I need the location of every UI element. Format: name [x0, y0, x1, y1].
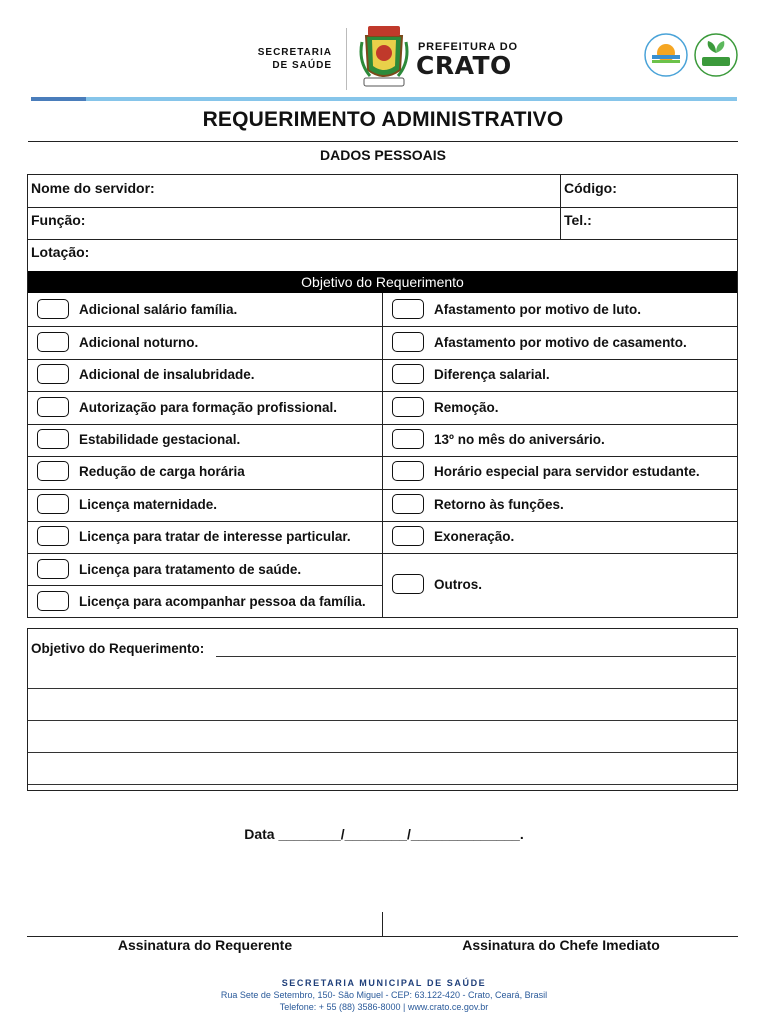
objective-field-label: Objetivo do Requerimento:	[31, 641, 205, 656]
option-licenca-maternidade[interactable]	[37, 494, 217, 514]
signature-divider	[382, 912, 383, 937]
checkbox[interactable]	[37, 559, 69, 579]
checkbox[interactable]	[37, 591, 69, 611]
option-label: Adicional salário família.	[79, 301, 238, 317]
option-outros[interactable]	[392, 574, 482, 594]
option-diferenca-salarial[interactable]	[392, 364, 550, 384]
option-label: Retorno às funções.	[434, 496, 564, 512]
writing-line	[216, 656, 736, 657]
checkbox[interactable]	[392, 332, 424, 352]
writing-line	[28, 784, 737, 785]
crato-crest-logo	[358, 22, 410, 90]
checkbox[interactable]	[392, 461, 424, 481]
checkbox[interactable]	[392, 526, 424, 546]
checkbox[interactable]	[392, 494, 424, 514]
option-label: Autorização para formação profissional.	[79, 399, 338, 415]
options-row-divider	[28, 359, 737, 360]
option-label: Adicional de insalubridade.	[79, 366, 255, 382]
option-label: 13º no mês do aniversário.	[434, 431, 605, 447]
option-label: Estabilidade gestacional.	[79, 431, 241, 447]
header-accent-bar-light	[86, 97, 737, 101]
option-13-aniversario[interactable]	[392, 429, 605, 449]
option-estabilidade-gestacional[interactable]	[37, 429, 240, 449]
field-funcao[interactable]: Função:	[31, 212, 86, 228]
personal-data-box	[27, 174, 738, 618]
writing-line	[28, 688, 737, 689]
option-label: Afastamento por motivo de luto.	[434, 301, 642, 317]
options-row-divider	[28, 424, 737, 425]
option-horario-especial-estudante[interactable]	[392, 461, 700, 481]
field-nome-servidor[interactable]: Nome do servidor:	[31, 180, 155, 196]
checkbox[interactable]	[392, 299, 424, 319]
option-afastamento-casamento[interactable]	[392, 332, 687, 352]
option-label: Exoneração.	[434, 528, 515, 544]
writing-line	[28, 720, 737, 721]
checkbox[interactable]	[37, 494, 69, 514]
option-adicional-noturno[interactable]	[37, 332, 198, 352]
checkbox[interactable]	[37, 299, 69, 319]
options-row-divider	[28, 553, 737, 554]
option-retorno-funcoes[interactable]	[392, 494, 564, 514]
options-row-divider	[28, 585, 382, 586]
footer-address: Rua Sete de Setembro, 150- São Miguel - CEP: 63.122-420 - Crato, Ceará, Brasil	[220, 990, 548, 1000]
signature-supervisor-label: Assinatura do Chefe Imediato	[462, 937, 660, 953]
option-label: Diferença salarial.	[434, 366, 550, 382]
checkbox[interactable]	[392, 397, 424, 417]
option-label: Horário especial para servidor estudante.	[434, 463, 700, 479]
option-remocao[interactable]	[392, 397, 499, 417]
header-accent-bar-dark	[31, 97, 86, 101]
option-label: Afastamento por motivo de casamento.	[434, 334, 687, 350]
checkbox[interactable]	[37, 364, 69, 384]
option-adicional-insalubridade[interactable]	[37, 364, 255, 384]
checkbox[interactable]	[37, 332, 69, 352]
checkbox[interactable]	[392, 574, 424, 594]
title-underline	[28, 141, 738, 142]
option-label: Remoção.	[434, 399, 499, 415]
date-line[interactable]: Data ________/________/______________.	[244, 826, 524, 842]
header-divider	[346, 28, 347, 90]
checkbox[interactable]	[37, 461, 69, 481]
checkbox[interactable]	[392, 429, 424, 449]
options-row-divider	[28, 326, 737, 327]
options-row-divider	[28, 456, 737, 457]
option-label: Redução de carga horária	[79, 463, 245, 479]
writing-line	[28, 752, 737, 753]
signature-requester-label: Assinatura do Requerente	[117, 937, 293, 953]
secretaria-line-1: SECRETARIA	[257, 47, 332, 58]
option-label: Adicional noturno.	[79, 334, 199, 350]
field-codigo[interactable]: Código:	[564, 180, 617, 196]
document-title: REQUERIMENTO ADMINISTRATIVO	[202, 108, 564, 131]
prefeitura-small-text: PREFEITURA DO	[418, 41, 518, 53]
option-label: Licença para tratamento de saúde.	[79, 561, 302, 577]
options-row-divider	[28, 489, 737, 490]
option-licenca-tratamento-saude[interactable]	[37, 559, 301, 579]
option-label: Outros.	[434, 576, 483, 592]
option-licenca-acompanhar-familia[interactable]	[37, 591, 366, 611]
footer-title: SECRETARIA MUNICIPAL DE SAÚDE	[281, 978, 487, 988]
objective-text-box[interactable]	[27, 628, 738, 791]
field-lotacao[interactable]: Lotação:	[31, 244, 90, 260]
field-telefone[interactable]: Tel.:	[564, 212, 592, 228]
row-divider	[28, 207, 737, 208]
option-label: Licença para acompanhar pessoa da família.	[79, 593, 366, 609]
footer-contact: Telefone: + 55 (88) 3586-8000 | www.crato.ce.gov.br	[279, 1002, 489, 1012]
row-divider	[28, 239, 737, 240]
section-title: DADOS PESSOAIS	[319, 147, 447, 163]
checkbox[interactable]	[392, 364, 424, 384]
option-label: Licença maternidade.	[79, 496, 218, 512]
secretaria-line-2: DE SAÚDE	[272, 60, 332, 71]
prefeitura-crato-text: CRATO	[416, 51, 512, 80]
column-divider	[560, 175, 561, 239]
checkbox[interactable]	[37, 429, 69, 449]
option-autorizacao-formacao[interactable]	[37, 397, 337, 417]
secretaria-label	[240, 46, 332, 72]
option-afastamento-luto[interactable]	[392, 299, 641, 319]
option-exoneracao[interactable]	[392, 526, 514, 546]
options-row-divider	[28, 391, 737, 392]
objective-header-bar: Objetivo do Requerimento	[28, 271, 737, 293]
option-licenca-interesse-particular[interactable]	[37, 526, 351, 546]
option-adicional-salario-familia[interactable]	[37, 299, 237, 319]
checkbox[interactable]	[37, 397, 69, 417]
checkbox[interactable]	[37, 526, 69, 546]
option-reducao-carga-horaria[interactable]	[37, 461, 245, 481]
green-seal-logo	[694, 33, 738, 77]
options-row-divider	[28, 521, 737, 522]
option-label: Licença para tratar de interesse particular.	[79, 528, 351, 544]
round-seal-logo	[644, 33, 688, 77]
